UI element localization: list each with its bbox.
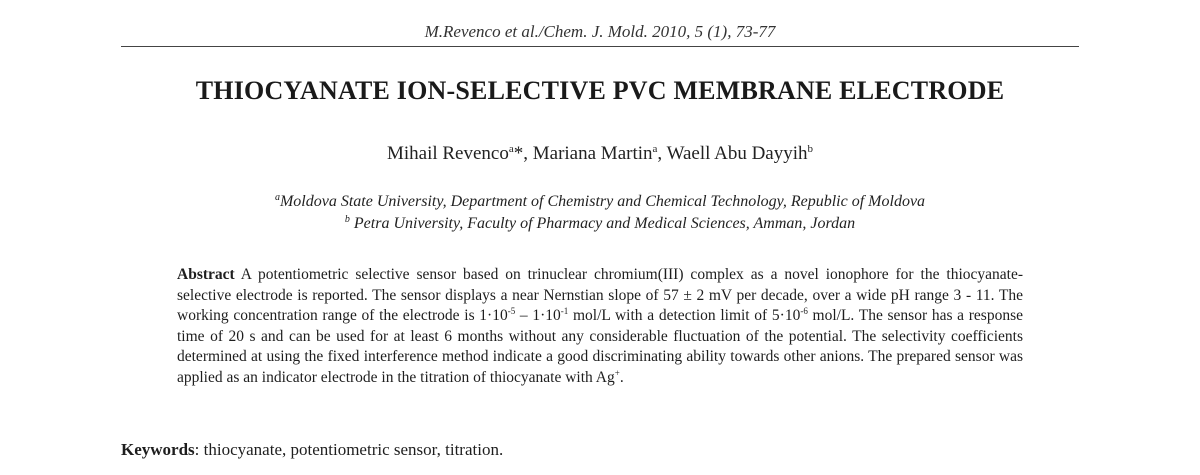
abstract-text: A potentiometric selective sensor based on trinuclear chromium(III) complex as a novel ionophore for the thiocyanate-selective electrode is reported. The sensor displays a near Nernstian slope of 57 ± 2 mV per decade, over a wide pH range 3 - 11. The working concentration range of the electrode is 1·10 xyxy=(177,266,1023,325)
exponent: -5 xyxy=(507,306,516,317)
author-separator: , xyxy=(657,143,667,164)
header-rule xyxy=(121,46,1079,47)
author-affiliation-mark: b xyxy=(807,143,814,155)
author-affiliation-mark: a xyxy=(652,143,658,155)
running-head: M.Revenco et al./Chem. J. Mold. 2010, 5 (1), 73-77 xyxy=(424,22,776,41)
ion-charge: + xyxy=(614,367,620,378)
abstract-text: mol/L. The sensor has a response time of 20 s and can be used for at least 6 months without any considerable fluctuation of the potential. The selectivity coefficients determined at using the fixed interference method indicate a good discriminating ability towards other anions. The prepared sensor was applied as an indicator electrode in the titration of thiocyanate with Ag xyxy=(177,307,1023,386)
author-separator: *, xyxy=(513,143,533,164)
abstract-label: Abstract xyxy=(177,266,235,283)
author-name: Mariana Martin xyxy=(532,143,653,164)
abstract-text: – 1·10 xyxy=(515,307,561,325)
affiliation-a xyxy=(0,193,1200,211)
keywords xyxy=(121,440,1079,460)
paper-title: THIOCYANATE ION-SELECTIVE PVC MEMBRANE ELECTRODE xyxy=(195,76,1005,105)
abstract xyxy=(177,265,1023,389)
author-affiliation-mark: a xyxy=(508,143,514,155)
exponent: -1 xyxy=(560,306,569,317)
author-list xyxy=(0,143,1200,165)
affiliation-mark: b xyxy=(344,214,350,225)
abstract-text: . xyxy=(619,368,624,386)
keywords-label: Keywords xyxy=(121,440,195,459)
affiliation-mark: a xyxy=(274,192,280,203)
abstract-text: mol/L with a detection limit of 5·10 xyxy=(568,307,801,325)
keywords-text: : thiocyanate, potentiometric sensor, titration. xyxy=(194,440,504,459)
affiliation-text: Moldova State University, Department of Chemistry and Chemical Technology, Republic of Moldova xyxy=(279,193,926,210)
affiliation-b xyxy=(0,215,1200,233)
author-name: Mihail Revenco xyxy=(386,143,509,164)
affiliation-text: Petra University, Faculty of Pharmacy and Medical Sciences, Amman, Jordan xyxy=(349,215,856,232)
exponent: -6 xyxy=(800,306,808,317)
author-name: Waell Abu Dayyih xyxy=(666,143,808,164)
